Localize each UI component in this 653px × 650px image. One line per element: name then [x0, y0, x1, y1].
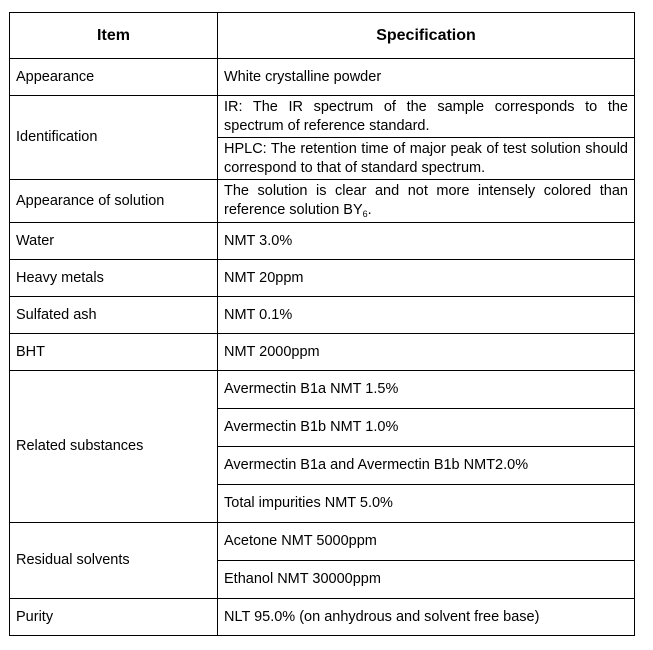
- spec-subscript: 6: [362, 209, 368, 219]
- spec-cell: HPLC: The retention time of major peak of test solution should correspond to that of standard spectrum.: [218, 138, 635, 180]
- item-cell: Appearance: [10, 59, 218, 96]
- table-row: [10, 223, 635, 260]
- item-cell: Related substances: [10, 371, 218, 523]
- table-row: [10, 371, 635, 409]
- table-row: [10, 96, 635, 138]
- spec-cell: Avermectin B1a and Avermectin B1b NMT2.0%: [218, 447, 635, 485]
- spec-cell: NMT 3.0%: [218, 223, 635, 260]
- spec-cell: Avermectin B1a NMT 1.5%: [218, 371, 635, 409]
- item-cell: Residual solvents: [10, 523, 218, 599]
- table-row: [10, 523, 635, 561]
- item-cell: Purity: [10, 599, 218, 636]
- spec-cell: Acetone NMT 5000ppm: [218, 523, 635, 561]
- spec-cell: NMT 0.1%: [218, 297, 635, 334]
- spec-cell: IR: The IR spectrum of the sample corresponds to the spectrum of reference standard.: [218, 96, 635, 138]
- spec-end: .: [367, 202, 372, 218]
- specification-table: [9, 12, 635, 636]
- item-cell: Appearance of solution: [10, 180, 218, 223]
- table-row: [10, 599, 635, 636]
- spec-cell: Avermectin B1b NMT 1.0%: [218, 409, 635, 447]
- table-row: [10, 334, 635, 371]
- header-specification: Specification: [218, 13, 635, 59]
- spec-text: The solution is clear and not more intensely colored than reference solution BY: [224, 183, 628, 218]
- spec-cell: White crystalline powder: [218, 59, 635, 96]
- item-cell: Water: [10, 223, 218, 260]
- spec-cell: Ethanol NMT 30000ppm: [218, 561, 635, 599]
- item-cell: BHT: [10, 334, 218, 371]
- spec-cell: [218, 180, 635, 223]
- header-item: Item: [10, 13, 218, 59]
- table-row: [10, 180, 635, 223]
- item-cell: Sulfated ash: [10, 297, 218, 334]
- table-row: [10, 59, 635, 96]
- item-cell: Heavy metals: [10, 260, 218, 297]
- item-cell: Identification: [10, 96, 218, 180]
- table-row: [10, 260, 635, 297]
- spec-cell: NMT 2000ppm: [218, 334, 635, 371]
- table-row: [10, 297, 635, 334]
- spec-cell: Total impurities NMT 5.0%: [218, 485, 635, 523]
- header-row: [10, 13, 635, 59]
- spec-cell: NMT 20ppm: [218, 260, 635, 297]
- spec-cell: NLT 95.0% (on anhydrous and solvent free base): [218, 599, 635, 636]
